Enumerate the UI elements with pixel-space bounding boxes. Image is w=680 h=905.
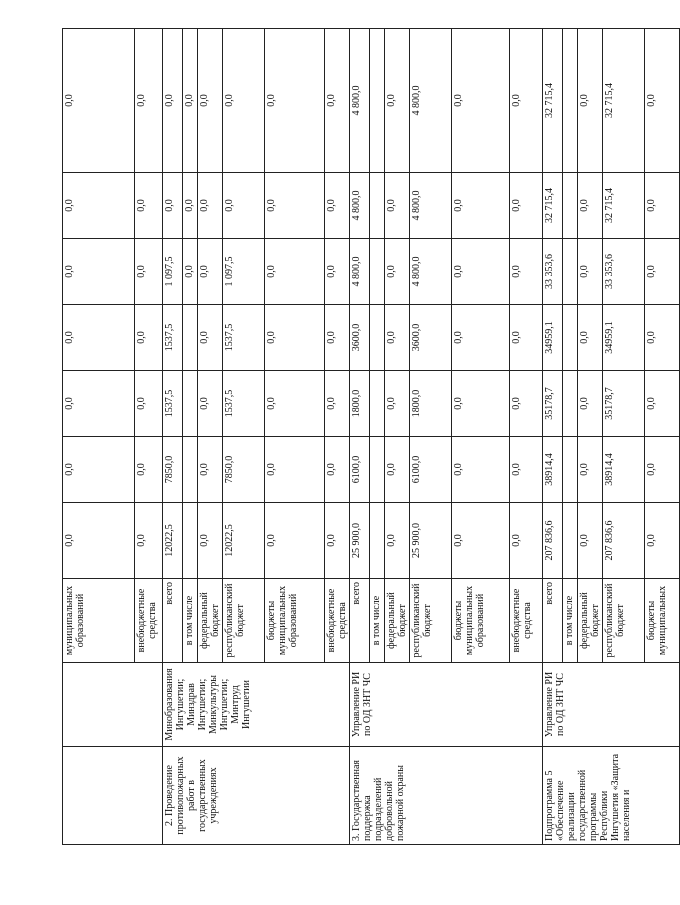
table-row xyxy=(163,29,183,845)
value-cell: 6100,0 xyxy=(350,437,370,503)
value-cell: 0,0 xyxy=(135,305,163,371)
value-cell: 32 715,4 xyxy=(543,173,563,239)
value-cell: 0,0 xyxy=(135,29,163,173)
value-cell: 0,0 xyxy=(63,173,135,239)
value-cell: 0,0 xyxy=(325,305,350,371)
value-cell: 0,0 xyxy=(198,29,223,173)
budget-table xyxy=(62,28,680,845)
value-cell xyxy=(563,173,578,239)
value-cell: 0,0 xyxy=(385,371,410,437)
value-cell: 0,0 xyxy=(452,437,510,503)
value-cell xyxy=(563,371,578,437)
value-cell: 0,0 xyxy=(452,371,510,437)
rotated-page xyxy=(62,29,668,845)
value-cell: 0,0 xyxy=(223,29,265,173)
value-cell: 0,0 xyxy=(183,173,198,239)
value-cell: 0,0 xyxy=(63,29,135,173)
value-cell: 0,0 xyxy=(325,173,350,239)
source-cell: внебюджетные средства xyxy=(135,579,163,663)
source-cell: республиканский бюджет xyxy=(603,579,645,663)
value-cell: 25 900,0 xyxy=(350,503,370,579)
value-cell: 0,0 xyxy=(325,239,350,305)
responsible-cell: Управление РИ по ОД ЗНТ ЧС xyxy=(350,663,543,747)
value-cell: 38914,4 xyxy=(543,437,563,503)
value-cell xyxy=(370,29,385,173)
value-cell: 0,0 xyxy=(325,371,350,437)
program-cell: 2. Проведение противопожарных работ в государственных учреждениях xyxy=(163,747,350,845)
table-row xyxy=(350,29,370,845)
value-cell: 0,0 xyxy=(63,239,135,305)
value-cell: 0,0 xyxy=(578,371,603,437)
value-cell: 0,0 xyxy=(325,437,350,503)
value-cell: 0,0 xyxy=(265,371,325,437)
value-cell: 1537,5 xyxy=(163,305,183,371)
value-cell: 0,0 xyxy=(510,29,543,173)
value-cell: 0,0 xyxy=(183,29,198,173)
value-cell: 35178,7 xyxy=(543,371,563,437)
value-cell xyxy=(563,437,578,503)
value-cell: 4 800,0 xyxy=(410,173,452,239)
value-cell: 0,0 xyxy=(645,239,680,305)
value-cell: 0,0 xyxy=(645,371,680,437)
value-cell: 0,0 xyxy=(452,173,510,239)
value-cell: 12022,5 xyxy=(223,503,265,579)
value-cell: 0,0 xyxy=(645,503,680,579)
value-cell: 0,0 xyxy=(645,173,680,239)
value-cell xyxy=(183,437,198,503)
value-cell: 0,0 xyxy=(385,503,410,579)
program-cell: Подпрограмма 5 «Обеспечение реализации государственной программы Республики Ингушетия «Защита населения и xyxy=(543,747,680,845)
value-cell: 0,0 xyxy=(510,305,543,371)
value-cell: 4 800,0 xyxy=(410,239,452,305)
value-cell: 0,0 xyxy=(265,239,325,305)
value-cell: 4 800,0 xyxy=(350,29,370,173)
value-cell xyxy=(563,305,578,371)
source-cell: всего xyxy=(543,579,563,663)
value-cell: 0,0 xyxy=(265,173,325,239)
value-cell: 0,0 xyxy=(452,503,510,579)
value-cell: 4 800,0 xyxy=(350,239,370,305)
value-cell: 0,0 xyxy=(135,503,163,579)
source-cell: в том числе xyxy=(370,579,385,663)
responsible-cell: Минобразования Ингушетии; Минздрав Ингушетии; Минкультуры Ингушетии; Минтруд Ингушетии xyxy=(163,663,350,747)
value-cell: 0,0 xyxy=(385,239,410,305)
value-cell: 1537,5 xyxy=(223,371,265,437)
value-cell: 0,0 xyxy=(452,29,510,173)
value-cell: 0,0 xyxy=(63,305,135,371)
source-cell: внебюджетные средства xyxy=(510,579,543,663)
value-cell xyxy=(563,503,578,579)
value-cell: 33 353,6 xyxy=(603,239,645,305)
value-cell: 0,0 xyxy=(510,239,543,305)
source-cell: в том числе xyxy=(183,579,198,663)
value-cell xyxy=(370,173,385,239)
value-cell: 207 836,6 xyxy=(543,503,563,579)
value-cell: 0,0 xyxy=(510,371,543,437)
value-cell: 34959,1 xyxy=(543,305,563,371)
source-cell: республиканский бюджет xyxy=(223,579,265,663)
value-cell: 0,0 xyxy=(163,29,183,173)
source-cell: всего xyxy=(350,579,370,663)
value-cell: 1537,5 xyxy=(223,305,265,371)
value-cell: 6100,0 xyxy=(410,437,452,503)
value-cell: 0,0 xyxy=(198,371,223,437)
value-cell: 0,0 xyxy=(223,173,265,239)
value-cell: 1 097,5 xyxy=(163,239,183,305)
responsible-cell: Управление РИ по ОД ЗНТ ЧС xyxy=(543,663,680,747)
value-cell xyxy=(370,305,385,371)
program-cell xyxy=(63,747,163,845)
value-cell: 0,0 xyxy=(325,503,350,579)
value-cell: 0,0 xyxy=(578,437,603,503)
source-cell: бюджеты муниципальных xyxy=(645,579,680,663)
value-cell xyxy=(183,503,198,579)
value-cell: 0,0 xyxy=(510,437,543,503)
source-cell: в том числе xyxy=(563,579,578,663)
value-cell: 0,0 xyxy=(452,239,510,305)
value-cell: 0,0 xyxy=(510,173,543,239)
program-cell: 3. Государственная поддержка подразделений добровольной пожарной охраны xyxy=(350,747,543,845)
value-cell: 0,0 xyxy=(385,173,410,239)
value-cell: 0,0 xyxy=(578,503,603,579)
value-cell: 32 715,4 xyxy=(543,29,563,173)
value-cell: 0,0 xyxy=(198,437,223,503)
value-cell: 0,0 xyxy=(385,305,410,371)
value-cell: 0,0 xyxy=(578,173,603,239)
value-cell: 0,0 xyxy=(452,305,510,371)
value-cell: 1 097,5 xyxy=(223,239,265,305)
value-cell: 7850,0 xyxy=(163,437,183,503)
value-cell xyxy=(370,239,385,305)
value-cell: 0,0 xyxy=(135,371,163,437)
source-cell: внебюджетные средства xyxy=(325,579,350,663)
value-cell: 3600,0 xyxy=(350,305,370,371)
value-cell: 0,0 xyxy=(198,503,223,579)
value-cell: 0,0 xyxy=(645,29,680,173)
value-cell: 38914,4 xyxy=(603,437,645,503)
value-cell: 33 353,6 xyxy=(543,239,563,305)
value-cell: 0,0 xyxy=(265,503,325,579)
value-cell: 0,0 xyxy=(265,305,325,371)
value-cell xyxy=(563,239,578,305)
value-cell: 0,0 xyxy=(198,305,223,371)
value-cell xyxy=(563,29,578,173)
value-cell: 0,0 xyxy=(183,239,198,305)
value-cell: 1537,5 xyxy=(163,371,183,437)
value-cell xyxy=(183,305,198,371)
value-cell: 35178,7 xyxy=(603,371,645,437)
value-cell: 0,0 xyxy=(265,437,325,503)
value-cell: 1800,0 xyxy=(410,371,452,437)
value-cell: 0,0 xyxy=(578,29,603,173)
value-cell: 0,0 xyxy=(135,239,163,305)
value-cell: 32 715,4 xyxy=(603,29,645,173)
value-cell: 0,0 xyxy=(645,437,680,503)
table-row xyxy=(63,29,135,845)
value-cell: 0,0 xyxy=(510,503,543,579)
value-cell: 0,0 xyxy=(385,29,410,173)
value-cell: 207 836,6 xyxy=(603,503,645,579)
value-cell: 0,0 xyxy=(578,305,603,371)
source-cell: республиканский бюджет xyxy=(410,579,452,663)
value-cell: 25 900,0 xyxy=(410,503,452,579)
value-cell: 0,0 xyxy=(63,503,135,579)
value-cell: 32 715,4 xyxy=(603,173,645,239)
source-cell: федеральный бюджет xyxy=(385,579,410,663)
source-cell: бюджеты муниципальных образований xyxy=(452,579,510,663)
value-cell: 1800,0 xyxy=(350,371,370,437)
value-cell xyxy=(370,437,385,503)
value-cell: 3600,0 xyxy=(410,305,452,371)
value-cell: 7850,0 xyxy=(223,437,265,503)
value-cell: 34959,1 xyxy=(603,305,645,371)
source-cell: всего xyxy=(163,579,183,663)
value-cell: 0,0 xyxy=(198,239,223,305)
table-row xyxy=(543,29,563,845)
value-cell: 0,0 xyxy=(578,239,603,305)
value-cell: 0,0 xyxy=(163,173,183,239)
value-cell: 0,0 xyxy=(135,437,163,503)
value-cell: 0,0 xyxy=(63,437,135,503)
responsible-cell xyxy=(63,663,163,747)
value-cell xyxy=(183,371,198,437)
source-cell: федеральный бюджет xyxy=(578,579,603,663)
value-cell: 0,0 xyxy=(135,173,163,239)
value-cell: 0,0 xyxy=(645,305,680,371)
value-cell xyxy=(370,371,385,437)
value-cell xyxy=(370,503,385,579)
value-cell: 0,0 xyxy=(385,437,410,503)
value-cell: 0,0 xyxy=(325,29,350,173)
source-cell: бюджеты муниципальных образований xyxy=(265,579,325,663)
source-cell: муниципальных образований xyxy=(63,579,135,663)
value-cell: 0,0 xyxy=(63,371,135,437)
value-cell: 12022,5 xyxy=(163,503,183,579)
value-cell: 0,0 xyxy=(198,173,223,239)
table-body xyxy=(63,29,680,845)
source-cell: федеральный бюджет xyxy=(198,579,223,663)
value-cell: 4 800,0 xyxy=(350,173,370,239)
value-cell: 4 800,0 xyxy=(410,29,452,173)
value-cell: 0,0 xyxy=(265,29,325,173)
